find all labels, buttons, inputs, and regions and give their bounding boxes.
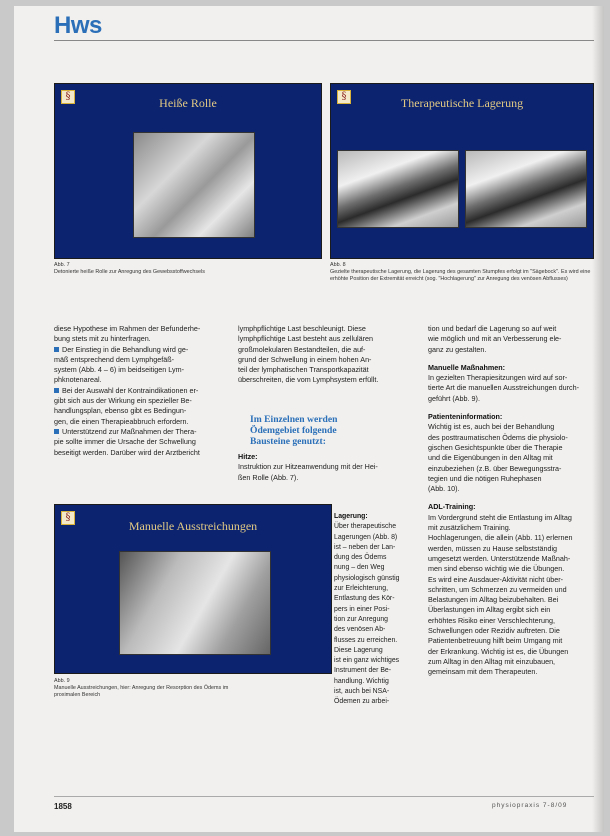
col3-line: schritten, um Schmerzen zu vermeiden und [428, 584, 567, 594]
col2-line: lymphpflichtige Last beschleunigt. Diese [238, 324, 366, 333]
col2b-line: Instrument der Be- [334, 667, 392, 675]
journal-logo: Hws [54, 12, 102, 39]
col2b-line: ist – neben der Lan- [334, 543, 396, 551]
figure-7-caption-text: Abb. 7 Detonierte heiße Rolle zur Anregung des Gewebsstoffwechsels [54, 262, 205, 275]
col3-line: des posttraumatischen Ödems die physiolo- [428, 432, 568, 442]
col2b-line: ist, auch bei NSA- [334, 688, 390, 696]
journal-issue: physiopraxis 7-8/09 [492, 802, 568, 809]
col3-line: Wichtig ist es, auch bei der Behandlung [428, 422, 555, 432]
col3-line: werden, müssen zu Hause selbstständig [428, 543, 558, 553]
col3-line: ganz zu gestalten. [428, 344, 487, 354]
col3-line: Patientenbetreuung hilft beim Umgang mit [428, 636, 563, 646]
bullet-icon [54, 388, 59, 393]
col2b-line: zur Erleichterung, [334, 585, 389, 593]
col2b-line: physiologisch günstig [334, 574, 400, 582]
page [14, 6, 604, 832]
col2-line: teil der lymphatischen Transportkapazität [238, 365, 369, 375]
col2b-line: Entlastung des Kör- [334, 595, 395, 603]
col3-line: Es wird eine Ausdauer-Aktivität nicht über- [428, 574, 564, 584]
col3-line: einzubeziehen (z.B. über Bewegungsstra- [428, 463, 562, 473]
col3-line: tion und bedarf die Lagerung so auf weit [428, 324, 557, 333]
subhead-heat: Hitze: [238, 452, 258, 461]
col3-line: men sind ebenso wichtig wie die Übungen. [428, 564, 565, 574]
col2-heat-line: ßen Rolle (Abb. 7). [238, 472, 299, 482]
slide-logo-icon: § [61, 511, 75, 525]
col3-line: zum Alltag in den Alltag mit einzubauen, [428, 656, 556, 666]
col2b-line: flusses zu erreichen. [334, 636, 398, 644]
col2-heat-line: Instruktion zur Hitzeanwendung mit der Hei- [238, 462, 378, 472]
col3-line: Überlastungen im Alltag ergibt sich ein [428, 605, 551, 615]
figure-8-photo-right [465, 150, 587, 228]
col3-line: wie möglich und mit an Verbesserung ele- [428, 334, 562, 344]
col3-line: In gezielten Therapiesitzungen wird auf sor- [428, 373, 568, 383]
col2-line: großmolekularen Bestandteilen, die auf- [238, 344, 366, 354]
col3-line: gemeinsam mit dem Therapeuten. [428, 667, 538, 677]
bullet-item-3: Unterstützend zur Maßnahmen der Thera- pie sollte immer die Ursache der Schwellung beseitigt werden. Darüber wird der Arztbericht [54, 426, 200, 457]
pull-quote: Im Einzelnen werden Ödemgebiet folgende Bausteine genutzt: [250, 414, 338, 447]
col3-line: geführt (Abb. 9). [428, 393, 480, 403]
col2b-line: Ödemen zu arbei- [334, 698, 390, 706]
col3-line: tierte Art die manuellen Ausstreichungen durch- [428, 383, 580, 393]
col2b-line: handlung. Wichtig [334, 677, 389, 685]
col3-line: und die Eigenübungen in den Alltag mit [428, 453, 553, 463]
subhead-manual: Manuelle Maßnahmen: [428, 362, 506, 372]
col2b-line: pers in einer Posi- [334, 605, 390, 613]
col3-line: der Erkrankung. Wichtig ist es, die Übungen [428, 646, 569, 656]
col3-line: umgesetzt werden. Unterstützende Maßnah- [428, 553, 571, 563]
figure-7-title: Heiße Rolle [159, 96, 217, 110]
col3-line: Im Vordergrund steht die Entlastung im Alltag [428, 512, 572, 522]
col1-line: bung stets mit zu hinterfragen. [54, 334, 151, 344]
col2b-line: Lagerungen (Abb. 8) [334, 533, 398, 541]
col1-line: diese Hypothese im Rahmen der Befunderhe- [54, 324, 201, 333]
footer-rule [54, 796, 594, 797]
col3-line: gischen Gesichtspunkte über die Therapie [428, 442, 563, 452]
figure-7-slide [54, 83, 322, 259]
figure-9-photo [119, 551, 271, 655]
bullet-item-2: Bei der Auswahl der Kontraindikationen er- gibt sich aus der Wirkung ein spezieller Be- handlungsplan, ebenso gibt es Bedingun- gen, die einen Therapieabbruch erfordern. [54, 385, 199, 426]
column-1 [54, 324, 228, 458]
col2b-line: nung – den Weg [334, 564, 385, 572]
subhead-adl: ADL-Training: [428, 502, 476, 512]
bullet-item-1: Der Einstieg in die Behandlung wird ge- mäß entsprechend dem Lymphgefäß- system (Abb. 4 – 6) im beidseitigen Lym- phknotenareal. [54, 344, 189, 385]
col3-line: Belastungen im Alltag beizubehalten. Bei [428, 595, 559, 605]
slide-logo-icon: § [61, 90, 75, 104]
col3-line: tegien und die nötigen Ruhephasen [428, 473, 542, 483]
figure-8-caption-text: Abb. 8 Gezielte therapeutische Lagerung, die Lagerung des gesamten Stumpfes erfolgt im "Sägebock". Es wird eine erhöhte Position der Extremität erreicht (sog. "Hochlagerung" zur Anregung des venösen Abflusses) [330, 262, 591, 282]
col2b-line: des venösen Ab- [334, 626, 386, 634]
slide-logo-icon: § [337, 90, 351, 104]
subhead-lagerung: Lagerung: [334, 513, 368, 520]
column-2-lower [334, 512, 416, 708]
figure-9-title: Manuelle Ausstreichungen [128, 519, 258, 533]
column-2-heat [238, 452, 418, 483]
figure-9-slide [54, 504, 332, 674]
col2-line: überschreiten, die vom Lymphsystem erfüllt. [238, 375, 379, 385]
figure-8-photo-left [337, 150, 459, 228]
figure-8-title: Therapeutische Lagerung [400, 96, 524, 110]
header-rule [54, 40, 594, 41]
figure-8-slide [330, 83, 594, 259]
col3-line: (Abb. 10). [428, 484, 460, 494]
col3-line: erhöhtes Risiko einer Verschlechterung, [428, 615, 556, 625]
col2b-line: Diese Lagerung [334, 646, 383, 654]
figure-8-caption [330, 262, 594, 283]
col3-line: mit zusätzlichem Training. [428, 523, 511, 533]
col2-line: lymphpflichtige Last besteht aus zellulären [238, 334, 374, 344]
bullet-icon [54, 347, 59, 352]
column-2 [238, 324, 418, 386]
figure-9-caption [54, 678, 254, 699]
col2b-line: ist ein ganz wichtiges [334, 657, 400, 665]
column-3 [428, 324, 598, 678]
col3-line: Schwellungen oder Rezidiv auftreten. Die [428, 626, 560, 636]
page-number: 1858 [54, 802, 72, 811]
col3-line: Hochlagerungen, die allein (Abb. 11) erlernen [428, 533, 573, 543]
col2b-line: Über therapeutische [334, 523, 397, 531]
col2b-line: tion zur Anregung [334, 615, 389, 623]
figure-7-photo [133, 132, 255, 238]
col2-line: grund der Schwellung in einem hohen An- [238, 354, 372, 364]
figure-9-caption-text: Abb. 9 Manuelle Ausstreichungen, hier: Anregung der Resorption des Ödems im proximalen Bereich [54, 678, 229, 698]
subhead-patient-info: Patienteninformation: [428, 412, 503, 422]
figure-7-caption [54, 262, 322, 276]
bullet-icon [54, 429, 59, 434]
col2b-line: dung des Ödems [334, 554, 387, 562]
